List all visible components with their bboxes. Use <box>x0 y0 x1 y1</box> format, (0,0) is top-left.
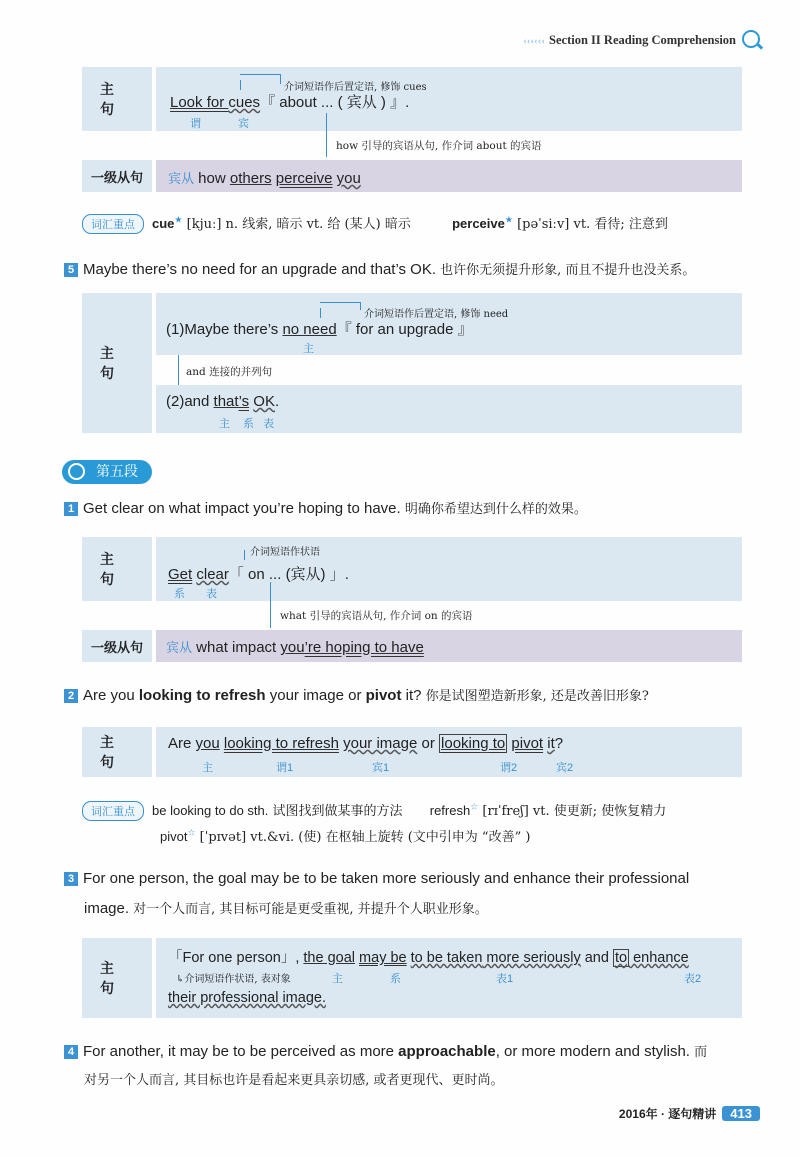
search-logo-icon <box>68 463 85 480</box>
note-text: 介词短语作状语, 表对象 <box>184 974 291 985</box>
label-text: 主 句 <box>100 734 132 770</box>
sentence-3 <box>64 870 689 887</box>
subclause-sentence <box>168 168 361 187</box>
annotation-arrow <box>320 308 321 318</box>
clause-type-tag: 宾从 <box>168 171 195 186</box>
text: what impact <box>192 639 281 656</box>
vocab-line-2 <box>160 826 530 845</box>
tag-object: 宾 <box>238 118 249 130</box>
tag-linking: 系 <box>174 588 185 600</box>
sentence-1 <box>64 498 587 517</box>
page-number: 413 <box>722 1106 760 1121</box>
tag-linking: 系 <box>243 418 254 430</box>
predicative-2: their professional image. <box>168 990 326 1006</box>
subject: others <box>229 170 272 187</box>
clause-bracket: 『 for an upgrade 』 <box>336 321 473 338</box>
chinese-text: 明确你希望达到什么样的效果。 <box>400 502 587 517</box>
search-logo-icon <box>742 30 760 48</box>
vocab-badge: 词汇重点 <box>82 214 144 234</box>
tag-linking: 系 <box>390 973 401 985</box>
main-clause-label <box>82 537 152 601</box>
annotation-note: 介词短语作后置定语, 修饰 cues <box>284 82 427 93</box>
chinese-text: 对一个人而言, 其目标可能是更受重视, 并提升个人职业形象。 <box>129 902 488 917</box>
sentence-number: 2 <box>64 689 78 703</box>
tag-predicative-1: 表1 <box>496 973 514 985</box>
linking-verb: ’s <box>238 393 250 410</box>
vocab-word: refresh <box>429 803 471 818</box>
vocab-block <box>82 800 666 821</box>
vocab-definition: [rɪˈfreʃ] vt. 使更新; 使恢复精力 <box>478 804 667 819</box>
sentence-number: 1 <box>64 502 78 516</box>
main-sentence <box>168 735 563 752</box>
tag-predicative: 表 <box>263 418 274 430</box>
predicate: ’re hoping to have <box>304 639 424 656</box>
tag-object-1: 宾1 <box>372 762 390 774</box>
subject: you <box>195 735 220 752</box>
footer-text: 2016年 · 逐句精讲 <box>618 1107 717 1121</box>
clause-type-tag: 宾从 <box>166 640 193 655</box>
tag-predicate-2: 谓2 <box>500 762 518 774</box>
english-text: your image or <box>265 687 366 704</box>
text: and <box>580 950 613 966</box>
clause-2 <box>166 393 279 410</box>
annotation-note: 介词短语作后置定语, 修饰 need <box>364 309 509 320</box>
section-title <box>62 460 152 484</box>
header-arrows: ‹‹‹‹‹‹ <box>523 35 546 47</box>
sentence-5 <box>64 259 695 278</box>
tag-subject: 主 <box>332 973 343 985</box>
sentence-4 <box>64 1041 707 1060</box>
star-icon: ☆ <box>470 801 479 812</box>
main-clause-label <box>82 727 152 777</box>
sentence-number: 4 <box>64 1045 78 1059</box>
keyword: looking to refresh <box>138 687 266 704</box>
clause-note: what 引导的宾语从句, 作介词 on 的宾语 <box>280 610 473 622</box>
sentence-3-line-2 <box>84 898 488 917</box>
clause-bracket: 『 about ... ( 宾从 ) 』. <box>260 94 410 111</box>
english-text: Get clear on what impact you’re hoping to have. <box>83 500 401 517</box>
tag-predicative-2: 表2 <box>684 973 702 985</box>
clause-connector <box>178 355 179 385</box>
linking-verb: may be <box>359 950 407 966</box>
text: (1)Maybe there’s <box>166 321 283 338</box>
vocab-word: perceive <box>452 216 505 231</box>
tag-predicate-1: 谓1 <box>276 762 294 774</box>
adverbial-note: ↳介词短语作状语, 表对象 <box>176 974 291 985</box>
predicative-2: enhance <box>629 950 689 966</box>
label-text: 主 句 <box>100 345 132 381</box>
linking-verb: Get <box>168 566 193 583</box>
clause-1 <box>166 318 473 339</box>
english-text: For one person, the goal may be to be taken more seriously and enhance their professional <box>83 870 690 887</box>
keyword: approachable <box>398 1043 496 1060</box>
predicative-1: more seriously <box>482 950 581 966</box>
vocab-definition: 试图找到做某事的方法 <box>268 804 403 819</box>
adverbial: 「For one person」, <box>168 950 304 966</box>
predicate: Look for <box>170 94 229 111</box>
vocab-definition: [pəˈsiːv] vt. 看待; 注意到 <box>512 217 668 232</box>
english-text: , or more modern and stylish. <box>495 1043 690 1060</box>
clause-bracket: 「 on ... (宾从) 」. <box>228 566 349 583</box>
vocab-word: cue <box>152 216 175 231</box>
annotation-line <box>320 302 360 303</box>
object-2: it <box>547 735 555 752</box>
label-text: 主 句 <box>100 960 132 996</box>
clause-connector <box>326 113 327 157</box>
object: cues <box>228 94 261 111</box>
label-text: 一级从句 <box>90 169 143 185</box>
sentence-number: 3 <box>64 872 78 886</box>
label-text: 一级从句 <box>90 639 143 655</box>
clause-note: how 引导的宾语从句, 作介词 about 的宾语 <box>336 140 542 152</box>
tag-subject: 主 <box>202 762 213 774</box>
sentence-number: 5 <box>64 263 78 277</box>
text: or <box>417 735 440 752</box>
label-text: 主 句 <box>100 81 132 117</box>
header-section-title: Section II Reading Comprehension <box>549 33 736 47</box>
subject: you <box>280 639 305 656</box>
vocab-definition: [ˈpɪvət] vt.&vi. (使) 在枢轴上旋转 (文中引申为 “改善” ) <box>195 830 531 845</box>
vocab-block <box>82 213 668 234</box>
star-icon: ☆ <box>187 827 196 838</box>
main-sentence <box>170 91 409 112</box>
english-text: Maybe there’s no need for an upgrade and that’s OK. <box>83 261 437 278</box>
tag-predicate: 谓 <box>190 118 201 130</box>
omitted-element: to <box>614 950 628 966</box>
subclause-label <box>82 160 152 192</box>
running-header <box>523 30 760 48</box>
clause-note: and 连接的并列句 <box>186 366 273 378</box>
english-text: it? <box>401 687 422 704</box>
text: (2)and <box>166 393 214 410</box>
vocab-word: pivot <box>160 829 188 844</box>
annotation-arrow <box>244 550 245 560</box>
section-title-text: 第五段 <box>96 464 138 480</box>
predicative-1: to be taken <box>410 950 483 966</box>
chinese-text: 也许你无须提升形象, 而且不提升也没关系。 <box>436 263 696 278</box>
tag-predicative: 表 <box>206 588 217 600</box>
object: you <box>336 170 361 187</box>
main-sentence <box>168 563 349 584</box>
tag-subject: 主 <box>219 418 230 430</box>
subject: that <box>213 393 239 410</box>
main-clause-label <box>82 67 152 131</box>
chinese-text: 你是试图塑造新形象, 还是改善旧形象? <box>421 689 649 704</box>
text: . <box>274 393 280 410</box>
label-text: 主 句 <box>100 551 132 587</box>
keyword: pivot <box>365 687 402 704</box>
predicate-1: looking to refresh <box>223 735 339 752</box>
tag-object-2: 宾2 <box>556 762 574 774</box>
vocab-phrase: be looking to do sth. <box>152 803 269 818</box>
omitted-element: looking to <box>441 735 506 752</box>
text: how <box>194 170 230 187</box>
annotation-line <box>240 74 280 75</box>
english-text: image. <box>84 900 130 917</box>
subclause-label <box>82 630 152 662</box>
annotation-arrow <box>280 74 281 84</box>
object-1: your image <box>343 735 418 752</box>
tag-subject: 主 <box>303 343 314 355</box>
page-footer <box>619 1105 760 1122</box>
subclause-sentence <box>166 637 424 656</box>
predicate-2: pivot <box>511 735 544 752</box>
main-sentence <box>168 946 689 967</box>
vocab-badge: 词汇重点 <box>82 801 144 821</box>
predicative: OK <box>253 393 275 410</box>
annotation-arrow <box>240 80 241 90</box>
star-icon: ★ <box>504 214 513 225</box>
clause-connector <box>270 582 271 628</box>
main-sentence-line-2 <box>168 990 326 1006</box>
annotation-note: 介词短语作状语 <box>250 547 320 558</box>
star-icon: ★ <box>174 214 183 225</box>
text: Are <box>168 735 196 752</box>
subject: the goal <box>303 950 356 966</box>
english-text: For another, it may be to be perceived as more <box>83 1043 399 1060</box>
text: ? <box>554 735 564 752</box>
predicative: clear <box>196 566 229 583</box>
chinese-text: 而 <box>689 1045 708 1060</box>
main-clause-label <box>82 293 152 433</box>
sentence-2 <box>64 685 649 704</box>
annotation-arrow <box>360 302 361 310</box>
predicate: perceive <box>275 170 333 187</box>
main-clause-label <box>82 938 152 1018</box>
vocab-definition: [kjuː] n. 线索, 暗示 vt. 给 (某人) 暗示 <box>182 217 411 232</box>
subject: no need <box>282 321 337 338</box>
sentence-4-line-2: 对另一个人而言, 其目标也许是看起来更具亲切感, 或者更现代、更时尚。 <box>84 1073 504 1088</box>
english-text: Are you <box>83 687 139 704</box>
